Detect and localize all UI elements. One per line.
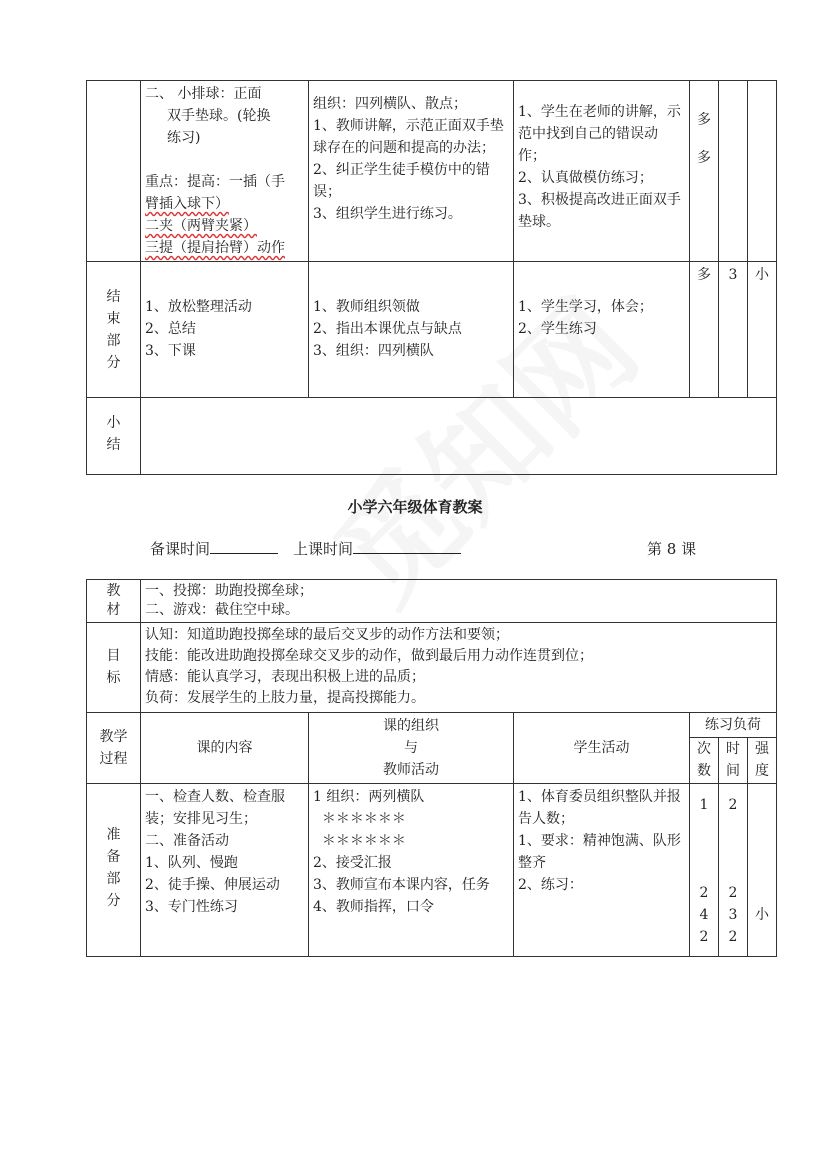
prep-time-label: 备课时间: [150, 540, 211, 558]
text-line: 情感：能认真学习，表现出积极上进的品质；: [145, 669, 425, 685]
text-line: 部: [106, 333, 121, 349]
text-line: 二、准备活动: [145, 833, 229, 849]
text-line: 强: [755, 741, 769, 757]
text-line: 组织：四列横队、散点；: [313, 96, 467, 112]
text-line: 目: [106, 648, 121, 664]
text-line: 4、教师指挥，口令: [313, 899, 434, 915]
text-line: 教学: [99, 729, 128, 745]
text-line: 教师活动: [383, 762, 439, 778]
formation-stars: ＊＊＊＊＊＊: [313, 811, 406, 827]
table-row: [87, 262, 777, 398]
text-line: 二夹（两臂夹紧）: [145, 218, 257, 234]
table-row: [87, 784, 777, 957]
text-line: 1、要求：精神饱满、队形整齐: [518, 833, 681, 871]
prep-times-cell: [690, 784, 719, 957]
table-row: [87, 81, 777, 262]
text-line: 练习): [167, 130, 201, 146]
text-line: 小: [106, 415, 121, 431]
table-header-row: [87, 713, 777, 738]
content-cell: [141, 81, 309, 262]
activity-cell: [514, 81, 690, 262]
duration-cell: [719, 81, 748, 262]
text-line: [690, 816, 718, 838]
header-process-cell: [87, 713, 141, 784]
text-line: 2、指出本课优点与缺点: [313, 321, 462, 337]
text-line: 3、积极提高改进正面双手垫球。: [518, 192, 681, 230]
text-line: 认知：知道助跑投掷垒球的最后交叉步的动作方法和要领；: [145, 627, 509, 643]
table-row: [87, 623, 777, 713]
text-line: 三提（提肩抬臂）动作: [145, 240, 285, 256]
times-cell: 多: [690, 262, 719, 398]
text-line: 3、专门性练习: [145, 899, 238, 915]
text-line: 一、检查人数、检查服装；安排见习生；: [145, 789, 285, 827]
text-line: 2: [699, 885, 709, 901]
text-line: 2: [728, 797, 738, 813]
text-line: 一、投掷：助跑投掷垒球；: [145, 583, 313, 599]
text-line: 技能：能改进助跑投掷垒球交叉步的动作，做到最后用力动作连贯到位；: [145, 648, 593, 664]
text-line: 间: [726, 763, 740, 779]
prep-time-blank: [210, 539, 278, 554]
text-line: 多: [697, 150, 711, 166]
text-line: 教: [106, 583, 121, 599]
text-line: 2: [728, 885, 738, 901]
text-line: 1: [699, 797, 709, 813]
text-line: 与: [404, 740, 418, 756]
text-line: 1、体育委员组织整队并报告人数；: [518, 789, 681, 827]
prep-org-cell: [309, 784, 514, 957]
text-line: 2、认真做模仿练习；: [518, 170, 653, 186]
content-cell: [141, 262, 309, 398]
text-line: 准: [106, 827, 121, 843]
text-line: 多: [697, 112, 711, 128]
prep-intensity-cell: [748, 784, 777, 957]
text-line: 小: [755, 907, 769, 923]
intensity-cell: 小: [748, 262, 777, 398]
text-line: 1、学生学习，体会；: [518, 299, 653, 315]
text-line: [690, 838, 718, 860]
header-content-cell: 课的内容: [141, 713, 309, 784]
text-line: 负荷：发展学生的上肢力量，提高投掷能力。: [145, 690, 425, 706]
header-times-cell: [690, 738, 719, 784]
process-label-cell: [87, 262, 141, 398]
text-line: 2、总结: [145, 321, 196, 337]
text-line: 分: [106, 893, 121, 909]
text-line: 时: [726, 741, 740, 757]
text-line: [719, 860, 747, 882]
prep-duration-cell: [719, 784, 748, 957]
text-line: 1、放松整理活动: [145, 299, 252, 315]
text-line: 1、队列、慢跑: [145, 855, 238, 871]
text-line: 课的组织: [383, 718, 439, 734]
text-line: [719, 816, 747, 838]
text-line: 1、教师组织领做: [313, 299, 420, 315]
lesson-number: 第 8 课: [647, 540, 697, 558]
text-line: 3: [728, 907, 738, 923]
text-line: 标: [106, 670, 121, 686]
text-line: 1、学生在老师的讲解，示范中找到自己的错误动作；: [518, 104, 681, 164]
lesson-table: [86, 579, 777, 957]
text-line: [719, 838, 747, 860]
text-line: 度: [755, 763, 769, 779]
text-line: 2: [728, 929, 738, 945]
header-activity-cell: 学生活动: [514, 713, 690, 784]
page-title: 小学六年级体育教案: [347, 498, 483, 516]
class-time-label: 上课时间: [293, 540, 354, 558]
text-line: 二、 小排球：正面: [145, 86, 262, 102]
org-cell: [309, 262, 514, 398]
header-duration-cell: [719, 738, 748, 784]
prep-activity-cell: [514, 784, 690, 957]
text-line: 3、组织学生进行练习。: [313, 206, 462, 222]
lesson-table-continued: [86, 80, 777, 475]
org-cell: [309, 81, 514, 262]
intensity-cell: [748, 81, 777, 262]
text-line: 结: [106, 289, 121, 305]
text-line: 2、练习：: [518, 877, 583, 893]
formation-stars: ＊＊＊＊＊＊: [313, 833, 406, 849]
times-cell: [690, 81, 719, 262]
text-line: 3、下课: [145, 343, 196, 359]
class-time-field: [293, 538, 461, 559]
text-line: 束: [106, 311, 121, 327]
text-line: [690, 860, 718, 882]
text-line: 3、组织：四列横队: [313, 343, 434, 359]
text-line: 3、教师宣布本课内容，任务: [313, 877, 490, 893]
class-time-blank: [353, 539, 461, 554]
table-row: [87, 580, 777, 623]
text-line: 二、游戏：截住空中球。: [145, 602, 299, 618]
duration-cell: 3: [719, 262, 748, 398]
text-line: 重点：提高：一插（手: [145, 174, 285, 190]
activity-cell: [514, 262, 690, 398]
text-line: [145, 149, 304, 171]
text-line: 臂插入球下）: [145, 196, 229, 212]
goal-cell: [141, 623, 777, 713]
prep-content-cell: [141, 784, 309, 957]
header-intensity-cell: [748, 738, 777, 784]
summary-cell: [141, 398, 777, 475]
text-line: 分: [106, 355, 121, 371]
process-label-cell: [87, 81, 141, 262]
text-line: 2、学生练习: [518, 321, 597, 337]
text-line: 4: [699, 907, 709, 923]
text-line: 结: [106, 437, 121, 453]
table-row: [87, 398, 777, 475]
header-load-cell: 练习负荷: [690, 713, 777, 738]
goal-label-cell: [87, 623, 141, 713]
material-cell: [141, 580, 777, 623]
text-line: 双手垫球。(轮换: [167, 108, 271, 124]
text-line: 1 组织：两列横队: [313, 789, 425, 805]
text-line: 1、教师讲解，示范正面双手垫球存在的问题和提高的办法；: [313, 118, 504, 156]
material-label-cell: [87, 580, 141, 623]
text-line: 数: [697, 763, 711, 779]
prep-label-cell: [87, 784, 141, 957]
summary-label-cell: [87, 398, 141, 475]
text-line: 材: [106, 602, 121, 618]
text-line: 2、徒手操、伸展运动: [145, 877, 280, 893]
text-line: 次: [697, 741, 711, 757]
text-line: 2、接受汇报: [313, 855, 392, 871]
text-line: 2、纠正学生徒手模仿中的错误；: [313, 162, 490, 200]
text-line: 2: [699, 929, 709, 945]
text-line: 备: [106, 849, 121, 865]
prep-time-field: [150, 538, 278, 559]
header-org-cell: [309, 713, 514, 784]
text-line: 过程: [99, 751, 128, 767]
text-line: 部: [106, 871, 121, 887]
